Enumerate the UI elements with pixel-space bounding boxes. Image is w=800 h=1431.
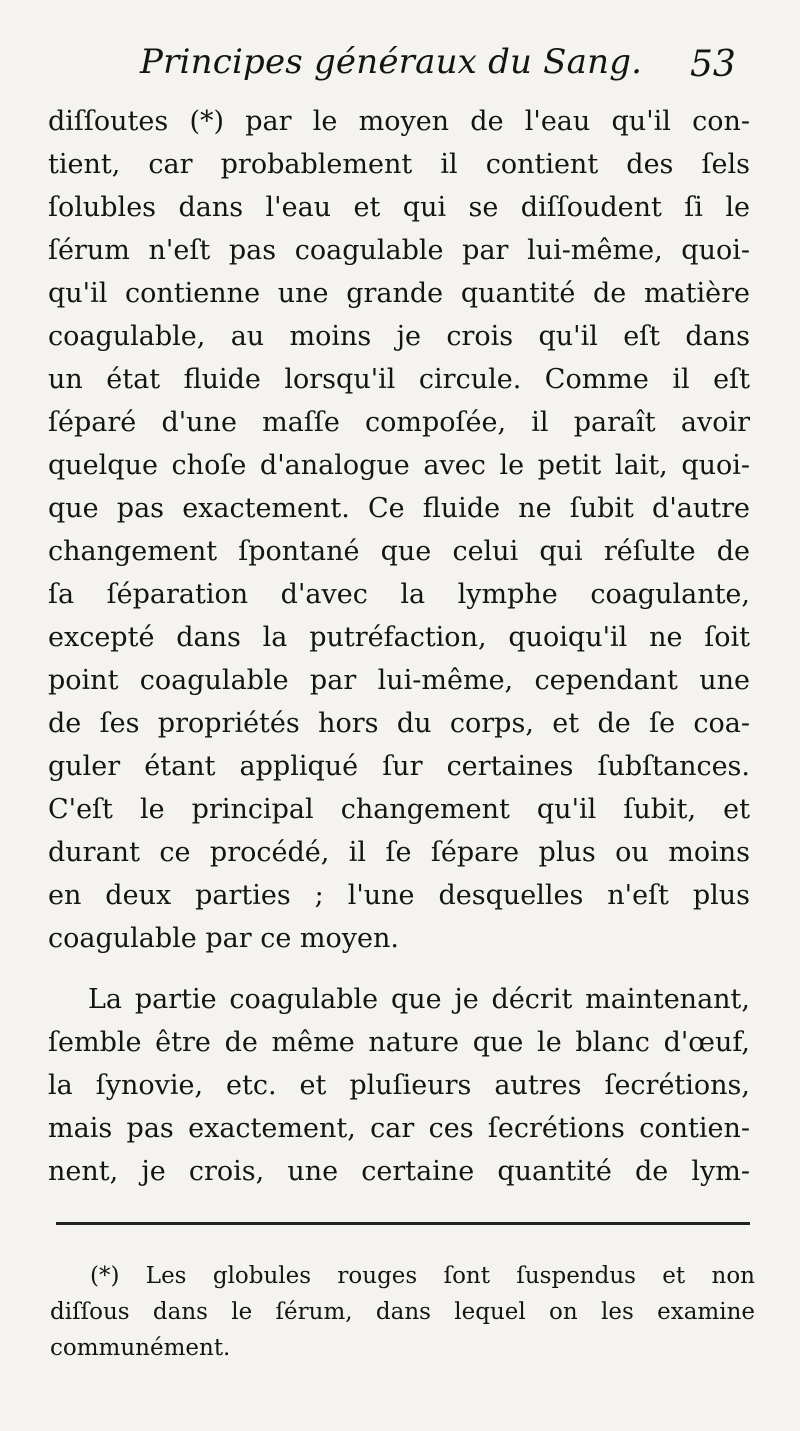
text-line: un état fluide lorsqu'il circule. Comme il eſt bbox=[48, 364, 750, 395]
text-line: que pas exactement. Ce fluide ne ſubit d'autre bbox=[48, 493, 750, 524]
paragraph-2 bbox=[48, 978, 750, 1193]
text-line: changement ſpontané que celui qui réſulte de bbox=[48, 536, 750, 567]
text-line: diſſoutes (*) par le moyen de l'eau qu'il con- bbox=[48, 106, 750, 137]
text-line: ſolubles dans l'eau et qui se diſſoudent ſi le bbox=[48, 192, 750, 223]
text-line: coagulable, au moins je crois qu'il eſt dans bbox=[48, 321, 750, 352]
paragraph-1 bbox=[48, 100, 750, 960]
footnote-divider bbox=[56, 1222, 750, 1225]
text-line: de ſes propriétés hors du corps, et de ſe coa- bbox=[48, 708, 750, 739]
page-number: 53 bbox=[690, 44, 736, 85]
text-line: guler étant appliqué ſur certaines ſubſtances. bbox=[48, 751, 750, 782]
text-line: qu'il contienne une grande quantité de matière bbox=[48, 278, 750, 309]
text-line: ſa ſéparation d'avec la lymphe coagulante, bbox=[48, 579, 750, 610]
text-line: tient, car probablement il contient des ſels bbox=[48, 149, 750, 180]
text-line: point coagulable par lui-même, cependant une bbox=[48, 665, 750, 696]
text-line: ſérum n'eſt pas coagulable par lui-même, quoi- bbox=[48, 235, 750, 266]
text-line: ſemble être de même nature que le blanc d'œuf, bbox=[48, 1027, 750, 1058]
text-line: mais pas exactement, car ces ſecrétions contien- bbox=[48, 1113, 750, 1144]
text-line: quelque choſe d'analogue avec le petit lait, quoi- bbox=[48, 450, 750, 481]
text-line: la ſynovie, etc. et pluſieurs autres ſecrétions, bbox=[48, 1070, 750, 1101]
footnote-line: diſſous dans le ſérum, dans lequel on les examine bbox=[50, 1299, 755, 1325]
text-line: C'eſt le principal changement qu'il ſubit, et bbox=[48, 794, 750, 825]
text-line: nent, je crois, une certaine quantité de lym- bbox=[48, 1156, 750, 1187]
text-line: en deux parties ; l'une desquelles n'eſt plus bbox=[48, 880, 750, 911]
text-line: La partie coagulable que je décrit maintenant, bbox=[88, 984, 750, 1015]
footnote-line: communément. bbox=[50, 1335, 231, 1361]
running-title: Principes généraux du Sang. bbox=[140, 42, 643, 82]
text-line: excepté dans la putréfaction, quoiqu'il ne ſoit bbox=[48, 622, 750, 653]
footnote-line: (*) Les globules rouges ſont ſuspendus et non bbox=[90, 1263, 755, 1289]
text-line: ſéparé d'une maſſe compoſée, il paraît avoir bbox=[48, 407, 750, 438]
text-line: durant ce procédé, il ſe ſépare plus ou moins bbox=[48, 837, 750, 868]
text-line: coagulable par ce moyen. bbox=[48, 923, 399, 954]
footnote bbox=[50, 1258, 755, 1366]
running-head bbox=[140, 42, 736, 92]
